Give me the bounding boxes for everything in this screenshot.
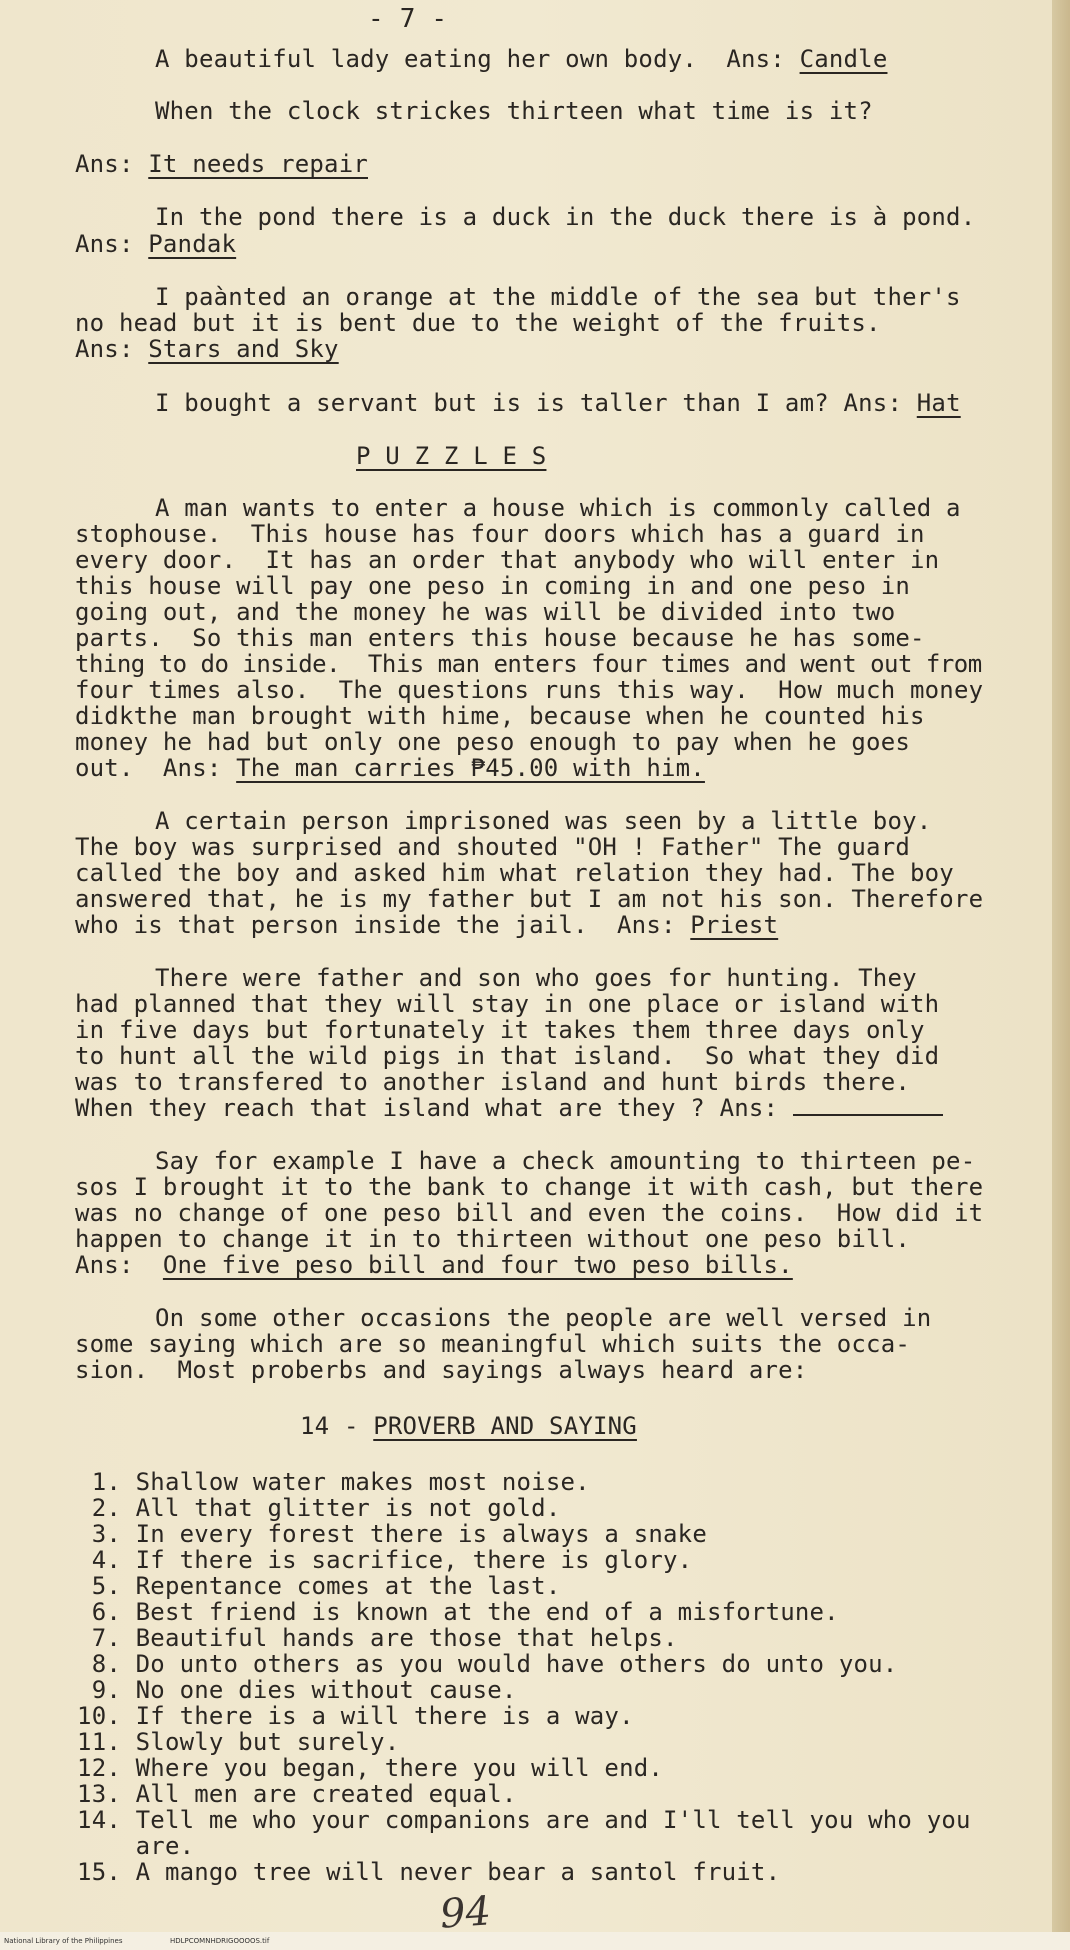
puzzle-1-answer-line: out. Ans: The man carries ₱45.00 with him. (75, 754, 705, 782)
riddle-5: I bought a servant but is is taller than I am? Ans: Hat (155, 389, 961, 417)
riddle-5-answer: Hat (916, 389, 961, 417)
puzzle-2-answer: Priest (690, 911, 779, 939)
handwritten-page-number: 94 (438, 1888, 493, 1938)
list-item: 10. If there is a will there is a way. (77, 1702, 634, 1730)
list-item: 8. Do unto others as you would have others do unto you. (91, 1650, 898, 1678)
puzzle-3-line: was to transfered to another island and hunt birds there. (75, 1068, 911, 1096)
list-item: 5. Repentance comes at the last. (91, 1572, 561, 1600)
list-item: 12. Where you began, there you will end. (77, 1754, 664, 1782)
puzzle-3-line: There were father and son who goes for hunting. They (155, 964, 917, 992)
puzzle-4-line: sos I brought it to the bank to change it with cash, but there (75, 1173, 984, 1201)
scan-footer (0, 1932, 1070, 1950)
puzzle-2-line: called the boy and asked him what relation they had. The boy (75, 859, 954, 887)
intro-line: some saying which are so meaningful which suits the occa- (75, 1330, 911, 1358)
puzzle-1-line: thing to do inside. This man enters four times and went out from (75, 650, 982, 678)
list-item: 13. All men are created equal. (77, 1780, 517, 1808)
puzzle-4-line: was no change of one peso bill and even the coins. How did it (75, 1199, 984, 1227)
puzzle-4-line: happen to change it in to thirteen without one peso bill. (75, 1225, 911, 1253)
proverbs-heading: 14 - PROVERB AND SAYING (300, 1412, 637, 1440)
list-item: 1. Shallow water makes most noise. (91, 1468, 590, 1496)
puzzle-2-line: A certain person imprisoned was seen by a little boy. (155, 807, 932, 835)
puzzle-1-line: A man wants to enter a house which is commonly called a (155, 494, 961, 522)
footer-filename: HDLPCOMNHDRIGOOOOS.tif (170, 1937, 270, 1945)
puzzle-1-line: going out, and the money he was will be divided into two (75, 598, 896, 626)
list-item: 2. All that glitter is not gold. (91, 1494, 561, 1522)
list-item: 6. Best friend is known at the end of a misfortune. (91, 1598, 839, 1626)
answer-blank (793, 1096, 943, 1116)
list-item-continuation: are. (135, 1832, 195, 1860)
list-item: 14. Tell me who your companions are and I'll tell you who you (77, 1806, 971, 1834)
riddle-4-answer: Stars and Sky (148, 335, 339, 363)
puzzle-1-line: stophouse. This house has four doors which has a guard in (75, 520, 925, 548)
puzzle-1-line: this house will pay one peso in coming in and one peso in (75, 572, 911, 600)
footer-source: National Library of the Philippines (4, 1937, 123, 1945)
riddle-4-question-2: no head but it is bent due to the weight of the fruits. (75, 309, 881, 337)
riddle-4-question-1: I paànted an orange at the middle of the sea but ther's (155, 283, 961, 311)
list-item: 7. Beautiful hands are those that helps. (91, 1624, 678, 1652)
puzzle-4-line: Say for example I have a check amounting to thirteen pe- (155, 1147, 976, 1175)
puzzle-1-line: every door. It has an order that anybody who will enter in (75, 546, 940, 574)
puzzle-3-line: in five days but fortunately it takes them three days only (75, 1016, 925, 1044)
intro-line: sion. Most proberbs and sayings always heard are: (75, 1356, 808, 1384)
riddle-1: A beautiful lady eating her own body. Ans: Candle (155, 45, 888, 73)
riddle-1-answer: Candle (799, 45, 888, 73)
puzzle-2-line: answered that, he is my father but I am not his son. Therefore (75, 885, 984, 913)
riddle-4-answer-line: Ans: Stars and Sky (75, 335, 339, 363)
puzzle-1-answer: The man carries ₱45.00 with him. (236, 754, 705, 782)
list-item: 15. A mango tree will never bear a santol fruit. (77, 1858, 781, 1886)
puzzles-heading: P U Z Z L E S (356, 442, 547, 470)
riddle-3-answer-line: Ans: Pandak (75, 230, 237, 258)
page-number: - 7 - (368, 4, 448, 34)
puzzle-3-answer-line: When they reach that island what are they ? Ans: (75, 1095, 943, 1121)
riddle-2-answer: It needs repair (148, 150, 368, 178)
list-item: 11. Slowly but surely. (77, 1728, 400, 1756)
list-item: 9. No one dies without cause. (91, 1676, 517, 1704)
puzzle-3-line: had planned that they will stay in one place or island with (75, 990, 940, 1018)
puzzle-2-answer-line: who is that person inside the jail. Ans: Priest (75, 911, 779, 939)
list-item: 4. If there is sacrifice, there is glory. (91, 1546, 693, 1574)
puzzle-4-answer-line: Ans: One five peso bill and four two peso bills. (75, 1251, 793, 1279)
riddle-3-answer: Pandak (148, 230, 237, 258)
riddle-2-answer-line: Ans: It needs repair (75, 150, 368, 178)
puzzle-1-line: didkthe man brought with hime, because when he counted his (75, 702, 925, 730)
puzzle-2-line: The boy was surprised and shouted "OH ! Father" The guard (75, 833, 911, 861)
puzzle-1-line: money he had but only one peso enough to pay when he goes (75, 728, 911, 756)
intro-line: On some other occasions the people are well versed in (155, 1304, 932, 1332)
puzzle-4-answer: One five peso bill and four two peso bills. (162, 1251, 793, 1279)
riddle-2-question: When the clock strickes thirteen what time is it? (155, 97, 873, 125)
puzzle-3-line: to hunt all the wild pigs in that island. So what they did (75, 1042, 940, 1070)
paper-edge (1052, 0, 1070, 1950)
puzzle-1-line: four times also. The questions runs this way. How much money (75, 676, 984, 704)
riddle-3-question: In the pond there is a duck in the duck there is à pond. (155, 203, 976, 231)
list-item: 3. In every forest there is always a snake (91, 1520, 707, 1548)
puzzle-1-line: parts. So this man enters this house because he has some- (75, 624, 925, 652)
